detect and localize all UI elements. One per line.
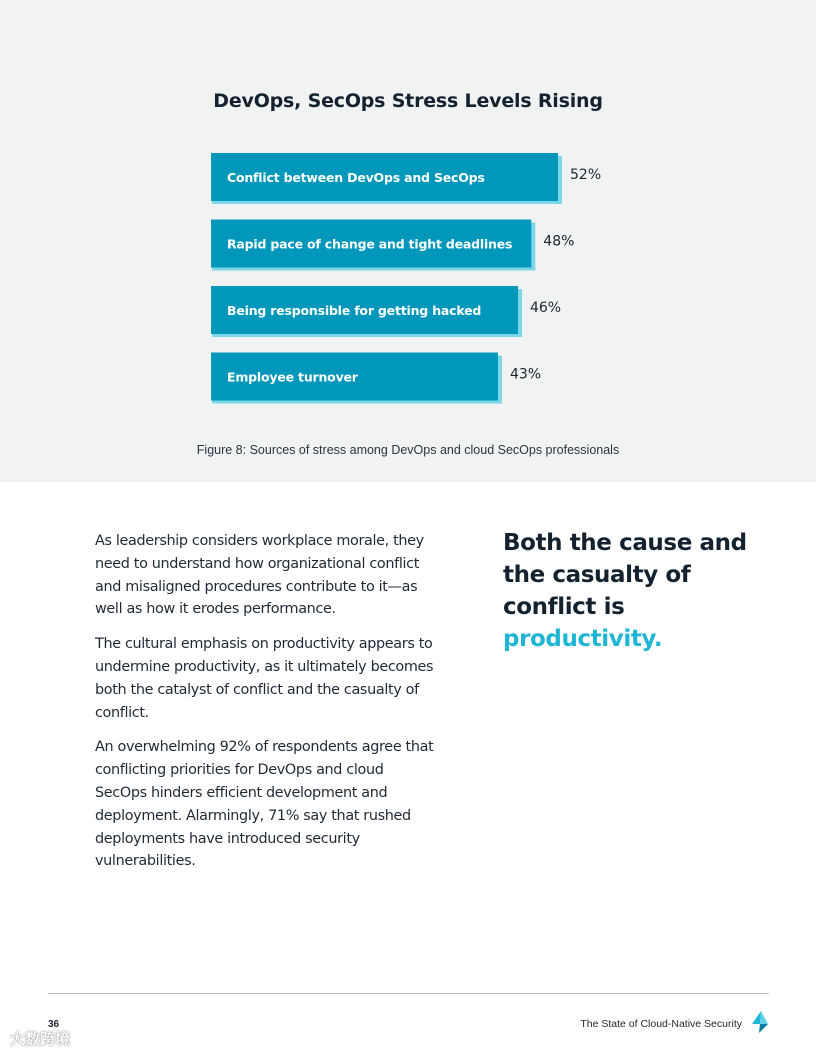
body-paragraph-2: The cultural emphasis on productivity appears to undermine productivity, as it ultimately becomes both the catalyst of conflict and the casualty of conflict. [95,636,434,721]
chart-title: DevOps, SecOps Stress Levels Rising [213,90,603,112]
value-label-2: 48% [543,233,575,250]
bar-label-3: Being responsible for getting hacked [227,303,482,318]
body-paragraph-3: An overwhelming 92% of respondents agree that conflicting priorities for DevOps and cloud SecOps hinders efficient development and deployment. Alarmingly, 71% say that rushed deployments have introduced security vulnerabilities. [95,739,434,870]
bar-label-1: Conflict between DevOps and SecOps [227,170,485,185]
bar-chart [0,140,816,420]
value-label-4: 43% [509,366,542,383]
pull-quote [503,527,763,655]
brand-logo-icon [750,1010,770,1034]
bar-label-2: Rapid pace of change and tight deadlines [227,236,513,252]
value-label-1: 52% [570,167,602,183]
figure-caption: Figure 8: Sources of stress among DevOps and cloud SecOps professionals [196,443,620,457]
value-label-3: 46% [529,300,562,316]
body-paragraph-1: As leadership considers workplace morale, they need to understand how organizational conflict and misaligned procedures contribute to it—as well as how it erodes performance. [95,533,424,618]
page-number: 36 [48,1019,60,1030]
footer-divider [48,993,769,994]
bar-label-4: Employee turnover [227,369,358,385]
body-text [95,530,435,885]
report-title: The State of Cloud-Native Security [580,1018,742,1030]
pull-quote-text: Both the cause and the casualty of conflict is [503,530,747,620]
watermark: 大数跨境 [10,1031,71,1048]
pull-quote-highlight: productivity. [503,626,663,652]
